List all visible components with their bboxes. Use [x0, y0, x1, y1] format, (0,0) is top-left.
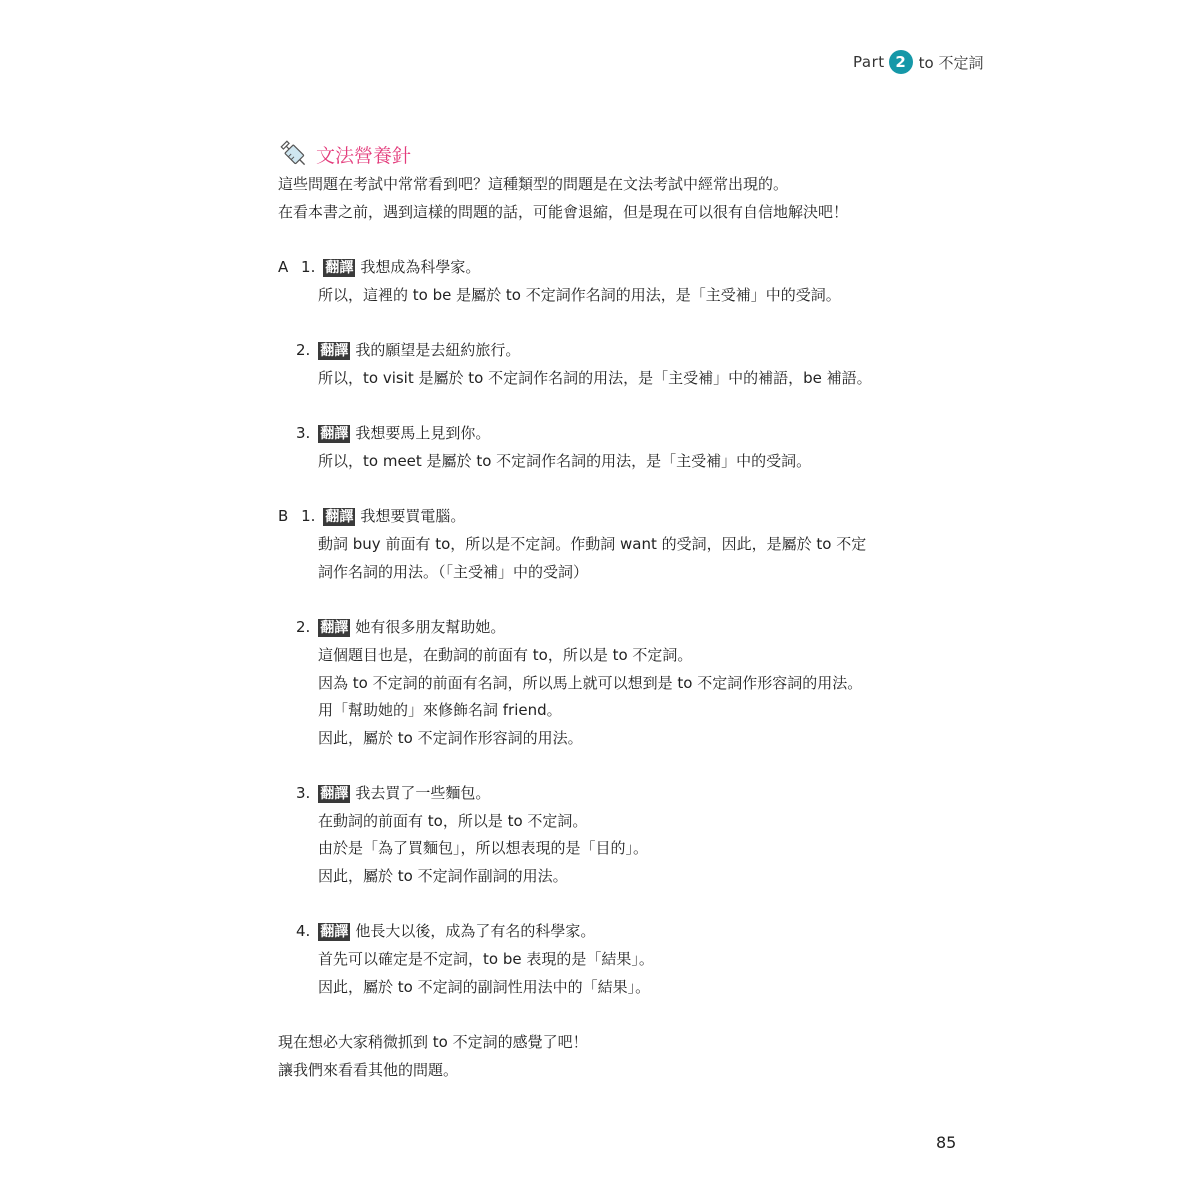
answer-b1-heading: [278, 506, 465, 526]
header-chapter-title: to 不定詞: [918, 53, 984, 72]
explanation-line: 所以，這裡的 to be 是屬於 to 不定詞作名詞的用法，是「主受補」中的受詞。: [318, 286, 841, 304]
item-number: 2.: [296, 618, 311, 636]
explanation-line: 首先可以確定是不定詞，to be 表現的是「結果」。: [318, 950, 654, 968]
section-title-row: [278, 138, 411, 170]
explanation-line: 所以，to meet 是屬於 to 不定詞作名詞的用法，是「主受補」中的受詞。: [318, 452, 812, 470]
translation-text: 他長大以後，成為了有名的科學家。: [355, 922, 596, 940]
answer-b4-heading: [296, 921, 595, 941]
section-label-a: A: [278, 258, 289, 276]
translation-tag: 翻譯: [320, 786, 349, 802]
translation-tag: 翻譯: [320, 620, 349, 636]
translation-tag: 翻譯: [320, 343, 349, 359]
section-title: 文法營養針: [316, 144, 412, 167]
translation-text: 我去買了一些麵包。: [355, 784, 491, 802]
header-part-label: Part: [853, 53, 885, 71]
translation-text: 我想要馬上見到你。: [355, 424, 491, 442]
outro-line: 現在想必大家稍微抓到 to 不定詞的感覺了吧！: [278, 1033, 588, 1051]
answer-b2-heading: [296, 617, 505, 637]
part-number-badge: 2: [889, 50, 913, 74]
item-number: 1.: [301, 258, 316, 276]
explanation-line: 因此，屬於 to 不定詞作副詞的用法。: [318, 867, 568, 885]
translation-text: 她有很多朋友幫助她。: [355, 618, 506, 636]
intro-line: 在看本書之前，遇到這樣的問題的話，可能會退縮，但是現在可以很有自信地解決吧！: [278, 203, 849, 221]
answer-a2-heading: [296, 340, 520, 360]
explanation-line: 因為 to 不定詞的前面有名詞，所以馬上就可以想到是 to 不定詞作形容詞的用法。: [318, 674, 863, 692]
running-header: [853, 50, 983, 74]
explanation-line: 因此，屬於 to 不定詞的副詞性用法中的「結果」。: [318, 978, 651, 996]
explanation-line: 因此，屬於 to 不定詞作形容詞的用法。: [318, 729, 583, 747]
item-number: 2.: [296, 341, 311, 359]
intro-line: 這些問題在考試中常常看到吧？這種類型的問題是在文法考試中經常出現的。: [278, 175, 789, 193]
answer-a1-heading: [278, 257, 480, 277]
explanation-line: 動詞 buy 前面有 to，所以是不定詞。作動詞 want 的受詞，因此，是屬於 to 不定: [318, 535, 867, 553]
answer-a3-heading: [296, 423, 490, 443]
explanation-line: 詞作名詞的用法。（「主受補」中的受詞）: [318, 563, 589, 581]
explanation-line: 所以，to visit 是屬於 to 不定詞作名詞的用法，是「主受補」中的補語，be 補語。: [318, 369, 872, 387]
translation-text: 我的願望是去紐約旅行。: [355, 341, 521, 359]
outro-line: 讓我們來看看其他的問題。: [278, 1061, 459, 1079]
syringe-icon: [278, 138, 310, 170]
explanation-line: 這個題目也是，在動詞的前面有 to，所以是 to 不定詞。: [318, 646, 693, 664]
translation-text: 我想要買電腦。: [360, 507, 466, 525]
answer-b3-heading: [296, 783, 490, 803]
page-number: 85: [936, 1133, 957, 1152]
section-label-b: B: [278, 507, 289, 525]
translation-text: 我想成為科學家。: [360, 258, 481, 276]
explanation-line: 在動詞的前面有 to，所以是 to 不定詞。: [318, 812, 588, 830]
explanation-line: 用「幫助她的」來修飾名詞 friend。: [318, 701, 562, 719]
translation-tag: 翻譯: [325, 509, 354, 525]
item-number: 4.: [296, 922, 311, 940]
explanation-line: 由於是「為了買麵包」，所以想表現的是「目的」。: [318, 839, 649, 857]
translation-tag: 翻譯: [320, 426, 349, 442]
translation-tag: 翻譯: [320, 924, 349, 940]
item-number: 1.: [301, 507, 316, 525]
translation-tag: 翻譯: [325, 260, 354, 276]
item-number: 3.: [296, 784, 311, 802]
item-number: 3.: [296, 424, 311, 442]
